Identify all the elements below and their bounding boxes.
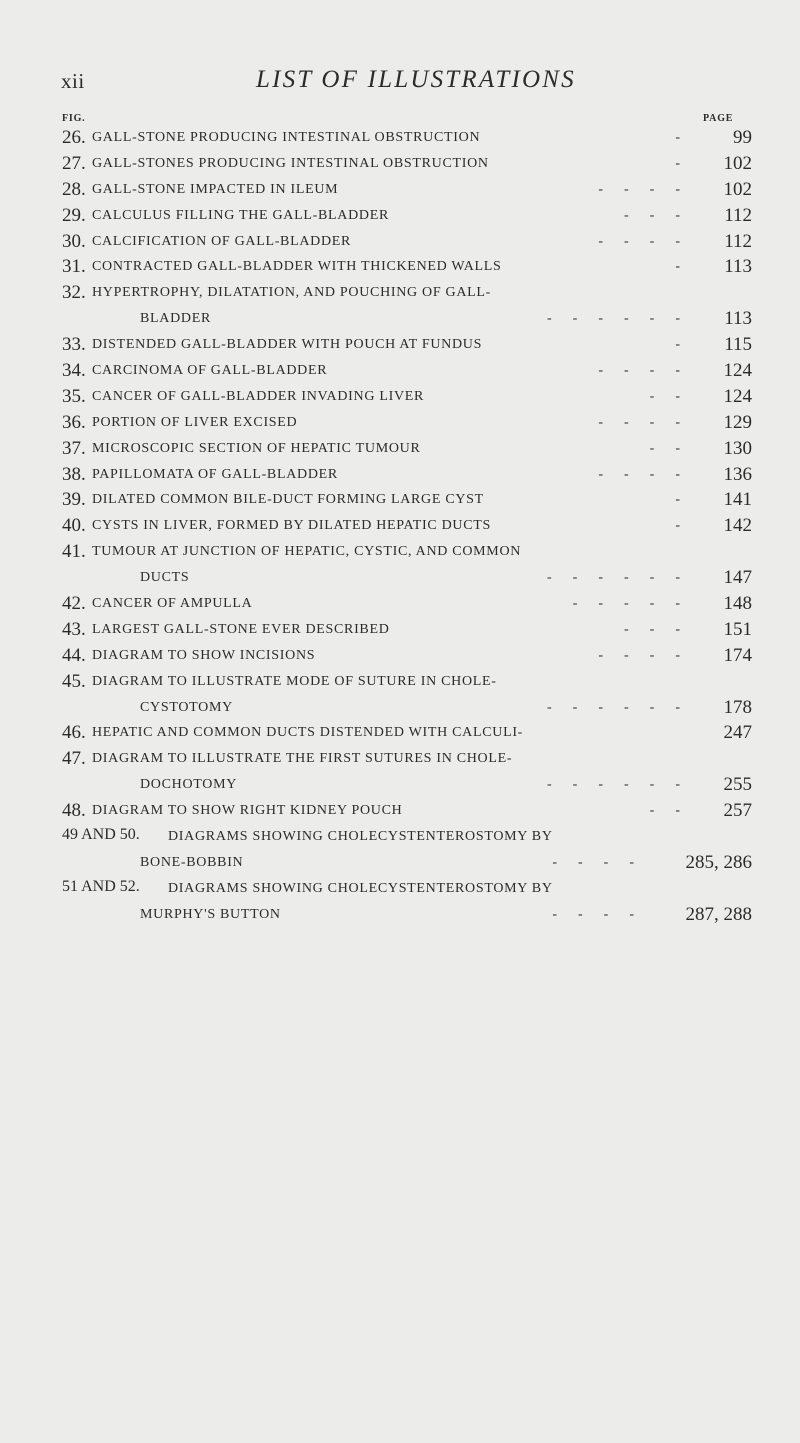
entry-line: [62, 280, 752, 306]
list-entry: [62, 591, 752, 617]
entry-line: [62, 513, 752, 539]
page-reference: 147: [723, 567, 752, 589]
entry-line: [62, 539, 752, 565]
leader-dashes: - - - -: [598, 466, 680, 482]
list-entry: [62, 410, 752, 436]
entry-line: [62, 436, 752, 462]
entry-title: GALL-STONES PRODUCING INTESTINAL OBSTRUCTION: [92, 155, 489, 171]
entry-title: HYPERTROPHY, DILATATION, AND POUCHING OF GALL-: [92, 285, 492, 301]
entry-title: TUMOUR AT JUNCTION OF HEPATIC, CYSTIC, AND COMMON: [92, 544, 522, 560]
page-reference: 112: [724, 230, 752, 252]
page-reference: 112: [724, 204, 752, 226]
entry-title: GALL-STONE IMPACTED IN ILEUM: [92, 181, 339, 197]
leader-dashes: -: [675, 337, 680, 353]
entry-title: DOCHOTOMY: [140, 777, 238, 793]
page-reference: 142: [723, 515, 752, 537]
list-entry: [62, 487, 752, 513]
entry-title: CALCULUS FILLING THE GALL-BLADDER: [92, 207, 389, 223]
entry-title: MICROSCOPIC SECTION OF HEPATIC TUMOUR: [92, 440, 421, 456]
figure-number: 47.: [62, 748, 86, 770]
leader-dashes: -: [675, 259, 680, 275]
list-entry: [62, 358, 752, 384]
entry-line: [62, 125, 752, 151]
entry-title: CYSTOTOMY: [140, 699, 233, 715]
leader-dashes: - - - -: [598, 363, 680, 379]
page-reference: 285, 286: [685, 851, 752, 873]
leader-dashes: - -: [649, 388, 680, 404]
entry-title: GALL-STONE PRODUCING INTESTINAL OBSTRUCTION: [92, 130, 481, 145]
entry-line: [62, 876, 752, 902]
entry-line: [62, 177, 752, 203]
entry-title: CANCER OF AMPULLA: [92, 596, 253, 612]
entry-title: BONE-BOBBIN: [140, 854, 244, 870]
page-reference: 257: [723, 800, 752, 822]
entry-line: [62, 358, 752, 384]
leader-dashes: -: [675, 518, 680, 534]
figure-number: 41.: [62, 541, 86, 563]
figure-number: 26.: [62, 127, 86, 148]
entry-title: PAPILLOMATA OF GALL-BLADDER: [92, 466, 338, 482]
page-reference: 102: [723, 152, 752, 174]
list-entry: [62, 513, 752, 539]
entry-title: DIAGRAM TO SHOW RIGHT KIDNEY POUCH: [92, 803, 403, 819]
leader-dashes: -: [675, 155, 680, 171]
entry-line: [62, 254, 752, 280]
page-reference: 287, 288: [685, 903, 752, 925]
entry-line: [62, 746, 752, 772]
page-reference: 99: [733, 127, 752, 148]
leader-dashes: - - -: [624, 207, 680, 223]
list-entry: [62, 384, 752, 410]
entry-title: DIAGRAMS SHOWING CHOLECYSTENTEROSTOMY BY: [168, 880, 553, 896]
entry-title: DILATED COMMON BILE-DUCT FORMING LARGE CYST: [92, 492, 484, 508]
entry-line: [62, 902, 752, 928]
page-reference: 124: [723, 385, 752, 407]
leader-dashes: - - - - - -: [547, 699, 680, 715]
page-reference: 255: [723, 774, 752, 796]
list-entry: [62, 280, 752, 332]
page-reference: 130: [723, 437, 752, 459]
leader-dashes: - - - -: [598, 181, 680, 197]
entry-line: [62, 384, 752, 410]
figure-number: 43.: [62, 618, 86, 640]
figure-number: 39.: [62, 489, 86, 511]
figure-number: 29.: [62, 204, 86, 226]
figure-number: 51 AND 52.: [62, 877, 140, 895]
list-entry: [62, 177, 752, 203]
leader-dashes: - -: [649, 803, 680, 819]
column-heading-page: PAGE: [703, 113, 734, 124]
entry-title: DIAGRAM TO ILLUSTRATE THE FIRST SUTURES IN CHOLE-: [92, 751, 513, 767]
figure-number: 33.: [62, 334, 86, 356]
figure-number: 42.: [62, 593, 86, 615]
list-entry: [62, 436, 752, 462]
leader-dashes: - - - -: [552, 854, 634, 870]
figure-number: 37.: [62, 437, 86, 459]
page-reference: 113: [724, 256, 752, 278]
leader-dashes: - - - - -: [572, 596, 680, 612]
entry-line: [62, 591, 752, 617]
running-title: LIST OF ILLUSTRATIONS: [256, 66, 576, 93]
list-entry: [62, 824, 752, 876]
page-reference: 136: [723, 463, 752, 485]
entry-line: [62, 643, 752, 669]
figure-number: 36.: [62, 411, 86, 433]
entry-title: CALCIFICATION OF GALL-BLADDER: [92, 233, 352, 249]
entry-line: [62, 565, 752, 591]
list-entry: [62, 151, 752, 177]
leader-dashes: - - - - - -: [547, 311, 680, 327]
entry-title: DUCTS: [140, 570, 190, 586]
page-number: xii: [61, 69, 85, 93]
figure-number: 34.: [62, 360, 86, 382]
leader-dashes: -: [675, 492, 680, 508]
entry-title: CONTRACTED GALL-BLADDER WITH THICKENED WALLS: [92, 259, 502, 275]
entry-title: MURPHY'S BUTTON: [140, 906, 281, 922]
entry-line: [62, 332, 752, 358]
entry-line: [62, 229, 752, 255]
entry-title: CANCER OF GALL-BLADDER INVADING LIVER: [92, 388, 425, 404]
list-entry: [62, 643, 752, 669]
figure-number: 32.: [62, 282, 86, 304]
list-entry: [62, 746, 752, 798]
figure-number: 49 AND 50.: [62, 826, 140, 844]
list-entry: [62, 876, 752, 928]
list-entry: [62, 720, 752, 746]
leader-dashes: - - - -: [598, 414, 680, 430]
list-entry: [62, 669, 752, 721]
entry-line: [62, 669, 752, 695]
list-entry: [62, 617, 752, 643]
list-entry: [62, 539, 752, 591]
entry-title: HEPATIC AND COMMON DUCTS DISTENDED WITH CALCULI-: [92, 725, 524, 741]
figure-number: 35.: [62, 385, 86, 407]
leader-dashes: - - - -: [598, 647, 680, 663]
entry-title: DIAGRAMS SHOWING CHOLECYSTENTEROSTOMY BY: [168, 829, 553, 845]
entry-title: LARGEST GALL-STONE EVER DESCRIBED: [92, 621, 390, 637]
page-reference: 178: [723, 696, 752, 718]
entry-line: [62, 798, 752, 824]
entry-title: PORTION OF LIVER EXCISED: [92, 414, 298, 430]
leader-dashes: - - - - - -: [547, 570, 680, 586]
entry-title: CARCINOMA OF GALL-BLADDER: [92, 363, 328, 379]
figure-number: 27.: [62, 152, 86, 174]
entry-title: CYSTS IN LIVER, FORMED BY DILATED HEPATIC DUCTS: [92, 518, 491, 534]
page-reference: 102: [723, 178, 752, 200]
entry-line: [62, 772, 752, 798]
leader-dashes: - - - -: [598, 233, 680, 249]
figure-number: 40.: [62, 515, 86, 537]
entry-line: [62, 824, 752, 850]
page-reference: 129: [723, 411, 752, 433]
entry-line: [62, 695, 752, 721]
entry-line: [62, 462, 752, 488]
figure-number: 48.: [62, 800, 86, 822]
entry-line: [62, 151, 752, 177]
entry-line: [62, 850, 752, 876]
figure-number: 30.: [62, 230, 86, 252]
page-reference: 124: [723, 360, 752, 382]
list-entry: [62, 462, 752, 488]
entry-line: [62, 203, 752, 229]
entry-line: [62, 617, 752, 643]
entry-title: DISTENDED GALL-BLADDER WITH POUCH AT FUNDUS: [92, 337, 483, 353]
page-reference: 113: [724, 308, 752, 330]
page-reference: 247: [723, 722, 752, 744]
entry-line: [62, 306, 752, 332]
entry-title: DIAGRAM TO ILLUSTRATE MODE OF SUTURE IN CHOLE-: [92, 673, 497, 689]
figure-number: 46.: [62, 722, 86, 744]
column-heading-fig: FIG.: [62, 113, 86, 124]
figure-number: 31.: [62, 256, 86, 278]
figure-number: 38.: [62, 463, 86, 485]
entry-title: DIAGRAM TO SHOW INCISIONS: [92, 647, 316, 663]
illustrations-list: [62, 125, 752, 928]
entry-title: BLADDER: [140, 311, 212, 327]
entry-line: [62, 720, 752, 746]
page-reference: 174: [723, 644, 752, 666]
page-reference: 148: [723, 593, 752, 615]
list-entry: [62, 798, 752, 824]
figure-number: 44.: [62, 644, 86, 666]
list-entry: [62, 229, 752, 255]
figure-number: 45.: [62, 670, 86, 692]
leader-dashes: -: [675, 130, 680, 145]
page-reference: 115: [724, 334, 752, 356]
list-entry: [62, 332, 752, 358]
page-reference: 141: [723, 489, 752, 511]
list-entry: [62, 125, 752, 151]
leader-dashes: - - - - - -: [547, 777, 680, 793]
list-entry: [62, 254, 752, 280]
leader-dashes: - - -: [624, 621, 680, 637]
leader-dashes: - - - -: [552, 906, 634, 922]
list-entry: [62, 203, 752, 229]
entry-line: [62, 410, 752, 436]
leader-dashes: - -: [649, 440, 680, 456]
figure-number: 28.: [62, 178, 86, 200]
entry-line: [62, 487, 752, 513]
page-reference: 151: [723, 618, 752, 640]
